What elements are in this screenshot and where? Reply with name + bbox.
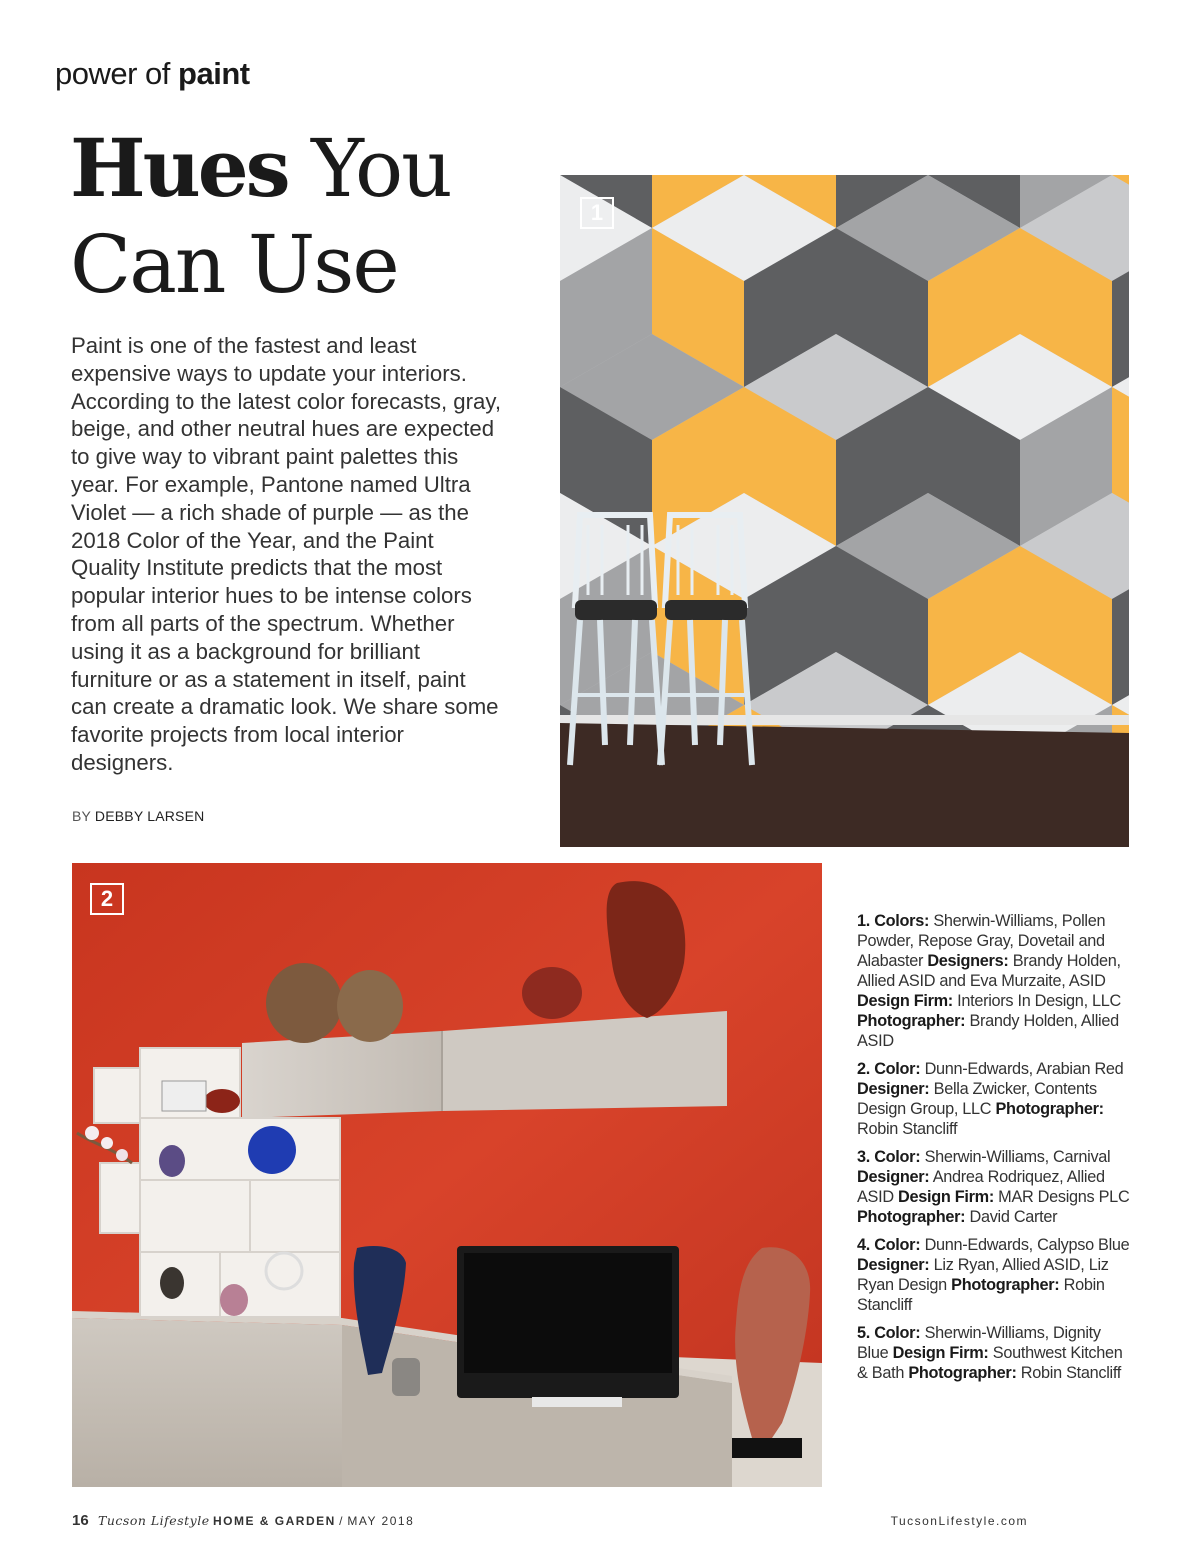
credit-text: David Carter xyxy=(965,1208,1058,1226)
credit-label: Photographer: xyxy=(995,1100,1104,1118)
credit-number: 5. xyxy=(857,1324,875,1342)
credit-label: Photographer: xyxy=(951,1276,1060,1294)
credit-entry xyxy=(857,1059,1132,1139)
credit-text: Sherwin-Williams, Pollen Powder, Repose Gray, Dovetail and Alabaster xyxy=(857,912,1106,970)
photo-number-badge: 1 xyxy=(580,197,614,229)
title-line2: Can Use xyxy=(70,218,398,311)
magazine-name: Tucson Lifestyle xyxy=(98,1513,210,1528)
byline-author: DEBBY LARSEN xyxy=(94,808,205,824)
credit-text: Brandy Holden, Allied ASID xyxy=(857,1012,1119,1050)
photo-credits xyxy=(857,911,1132,1391)
credit-number: 2. xyxy=(857,1060,875,1078)
credit-entry xyxy=(857,911,1132,1051)
credit-text: Robin Stancliff xyxy=(857,1120,958,1138)
credit-label: Photographer: xyxy=(857,1012,966,1030)
credit-text: Liz Ryan, Allied ASID, Liz Ryan Design xyxy=(857,1256,1109,1294)
photo-1 xyxy=(560,175,1129,847)
credit-number: 4. xyxy=(857,1236,875,1254)
credit-entry xyxy=(857,1147,1132,1227)
credit-label: Color: xyxy=(874,1236,921,1254)
red-room-illustration xyxy=(72,863,822,1487)
folio-separator: / xyxy=(339,1514,344,1528)
credit-text: Brandy Holden, Allied ASID and Eva Murzaite, ASID xyxy=(857,952,1121,990)
credit-text: Robin Stancliff xyxy=(857,1276,1105,1314)
section-label-light: power of xyxy=(55,56,170,91)
credit-label: Designer: xyxy=(857,1256,930,1274)
credit-text: Andrea Rodriquez, Allied ASID xyxy=(857,1168,1105,1206)
credit-text: Robin Stancliff xyxy=(1016,1364,1121,1382)
photo-2 xyxy=(72,863,822,1487)
credit-text: Dunn-Edwards, Calypso Blue xyxy=(920,1236,1130,1254)
byline xyxy=(72,808,204,824)
credit-label: Design Firm: xyxy=(892,1344,989,1362)
intro-paragraph: Paint is one of the fastest and least expensive ways to update your interiors. According to the latest color forecasts, gray, beige, and other neutral hues are expected to give way to vibrant paint palettes this year. For example, Pantone named Ultra Violet — a rich shade of purple — as the 2018 Color of the Year, and the Paint Quality Institute predicts that the most popular interior hues to be intense colors from all parts of the spectrum. Whether using it as a background for brilliant furniture or as a statement in itself, paint can create a dramatic look. We share some favorite projects from local interior designers. xyxy=(71,333,501,775)
section-label xyxy=(55,56,250,92)
credit-text: Sherwin-Williams, Dignity Blue xyxy=(857,1324,1101,1362)
cube-wall-illustration xyxy=(560,175,1129,847)
credit-text: Bella Zwicker, Contents Design Group, LLC xyxy=(857,1080,1097,1118)
credit-text: Dunn-Edwards, Arabian Red xyxy=(920,1060,1124,1078)
article-title xyxy=(70,121,550,311)
credit-label: Designer: xyxy=(857,1080,930,1098)
credit-label: Designer: xyxy=(857,1168,930,1186)
title-heavy: Hues xyxy=(70,121,288,215)
credit-text: Sherwin-Williams, Carnival xyxy=(920,1148,1111,1166)
credit-entry xyxy=(857,1323,1132,1383)
credit-text: Interiors In Design, LLC xyxy=(952,992,1121,1010)
credit-label: Color: xyxy=(874,1324,921,1342)
website: TucsonLifestyle.com xyxy=(890,1514,1028,1528)
issue-date: MAY 2018 xyxy=(347,1514,415,1528)
byline-prefix: BY xyxy=(72,808,91,824)
credit-text: MAR Designs PLC xyxy=(993,1188,1130,1206)
credit-number: 3. xyxy=(857,1148,875,1166)
page-number: 16 xyxy=(72,1512,89,1529)
magazine-section: HOME & GARDEN xyxy=(212,1514,336,1528)
credit-label: Color: xyxy=(874,1060,921,1078)
credit-label: Photographer: xyxy=(857,1208,966,1226)
credit-number: 1. xyxy=(857,912,875,930)
credit-label: Design Firm: xyxy=(898,1188,994,1206)
credit-label: Designers: xyxy=(927,952,1009,970)
title-light: You xyxy=(311,122,451,215)
section-label-bold: paint xyxy=(178,56,250,91)
credit-entry xyxy=(857,1235,1132,1315)
credit-label: Design Firm: xyxy=(857,992,953,1010)
credit-label: Colors: xyxy=(874,912,930,930)
credit-label: Color: xyxy=(874,1148,921,1166)
photo-number-badge: 2 xyxy=(90,883,124,915)
folio xyxy=(72,1512,414,1529)
credit-text: Southwest Kitchen & Bath xyxy=(857,1344,1123,1382)
credit-label: Photographer: xyxy=(908,1364,1017,1382)
